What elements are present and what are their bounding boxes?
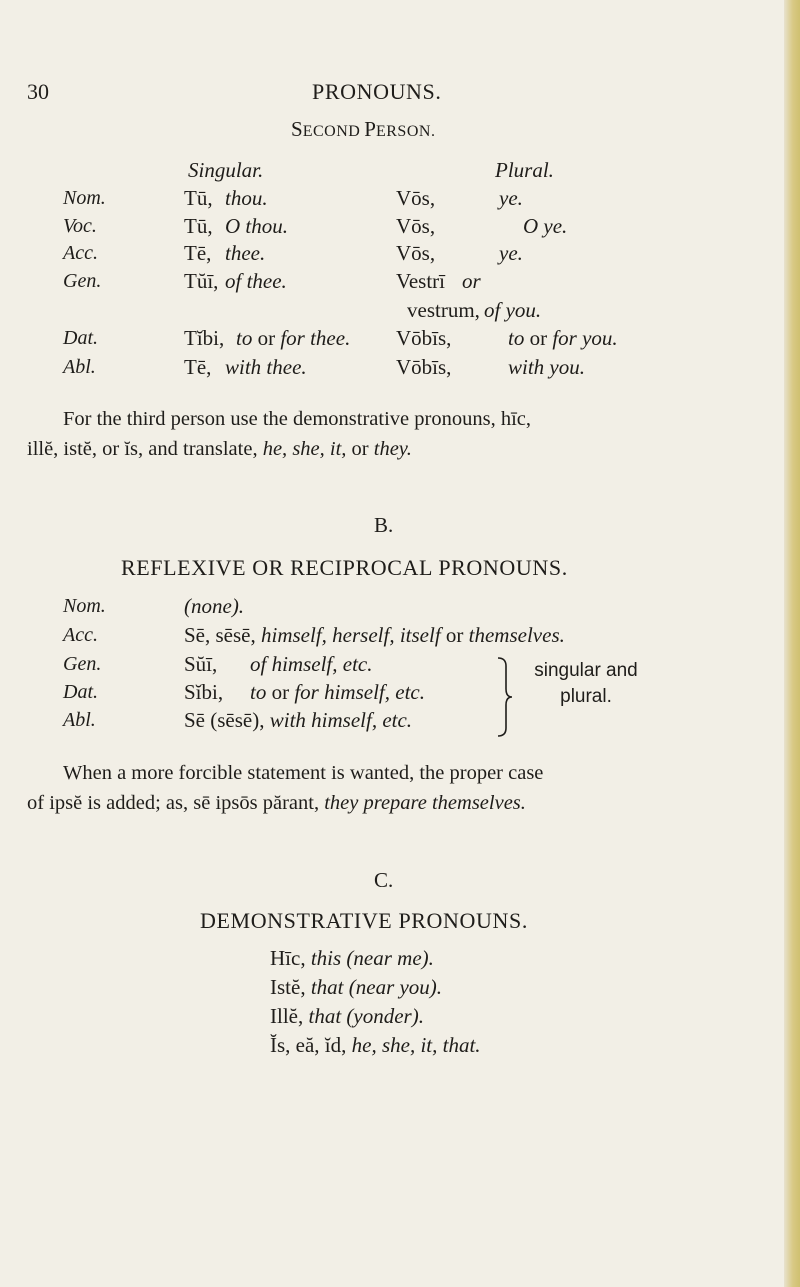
list-item: Hīc, this (near me). bbox=[270, 946, 434, 970]
list-item: Istĕ, that (near you). bbox=[270, 975, 443, 999]
column-header-singular: Singular. bbox=[188, 158, 264, 182]
plural-form: Vōbīs, bbox=[396, 326, 452, 350]
singular-form: Tŭī, bbox=[184, 269, 219, 293]
singular-translation: thee. bbox=[225, 241, 266, 265]
case-label: Acc. bbox=[63, 624, 98, 646]
reflexive-nom-value: (none). bbox=[184, 594, 245, 618]
plural-translation: ye. bbox=[499, 186, 523, 210]
list-item: Ĭs, eă, ĭd, he, she, it, that. bbox=[270, 1033, 481, 1057]
section-letter-b: B. bbox=[374, 513, 394, 537]
page-edge-shading bbox=[784, 0, 800, 1287]
plural-form: vestrum, bbox=[407, 298, 480, 322]
plural-form: Vōs, bbox=[396, 186, 436, 210]
reflexive-translation: to or for himself, etc. bbox=[250, 680, 425, 704]
second-person-title: SECOND PERSON. bbox=[291, 117, 436, 141]
singular-translation: to or for thee. bbox=[236, 326, 351, 350]
case-label: Voc. bbox=[63, 215, 97, 237]
plural-translation: ye. bbox=[499, 241, 523, 265]
plural-translation: with you. bbox=[508, 355, 585, 379]
singular-form: Tĭbi, bbox=[184, 326, 225, 350]
right-brace-icon bbox=[496, 656, 514, 738]
singular-translation: with thee. bbox=[225, 355, 307, 379]
case-label: Gen. bbox=[63, 270, 102, 292]
plural-form: Vōbīs, bbox=[396, 355, 452, 379]
singular-translation: of thee. bbox=[225, 269, 287, 293]
case-label: Nom. bbox=[63, 595, 106, 617]
plural-form: Vōs, bbox=[396, 241, 436, 265]
singular-form: Tē, bbox=[184, 241, 212, 265]
third-person-note-line-1: For the third person use the demonstrative pronouns, hīc, bbox=[63, 408, 531, 430]
reflexive-form: Sĭbi, bbox=[184, 680, 224, 704]
singular-form: Tē, bbox=[184, 355, 212, 379]
case-label: Dat. bbox=[63, 327, 98, 349]
running-title: PRONOUNS. bbox=[312, 79, 442, 104]
reflexive-form: Sŭī, bbox=[184, 652, 218, 676]
plural-translation: to or for you. bbox=[508, 326, 618, 350]
section-letter-c: C. bbox=[374, 868, 394, 892]
singular-translation: thou. bbox=[225, 186, 268, 210]
column-header-plural: Plural. bbox=[495, 158, 554, 182]
singular-translation: O thou. bbox=[225, 214, 288, 238]
list-item: Illĕ, that (yonder). bbox=[270, 1004, 424, 1028]
section-b-title: REFLEXIVE OR RECIPROCAL PRONOUNS. bbox=[121, 555, 568, 580]
case-label: Nom. bbox=[63, 187, 106, 209]
case-label: Gen. bbox=[63, 653, 102, 675]
plural-translation: or bbox=[462, 269, 481, 293]
case-label: Acc. bbox=[63, 242, 98, 264]
plural-translation: of you. bbox=[484, 298, 542, 322]
case-label: Abl. bbox=[63, 356, 96, 378]
singular-form: Tū, bbox=[184, 186, 213, 210]
brace-note: singular and plural. bbox=[534, 660, 638, 707]
page-number: 30 bbox=[27, 79, 49, 104]
reflexive-abl-line: Sē (sēsē), with himself, etc. bbox=[184, 708, 413, 732]
case-label: Dat. bbox=[63, 681, 98, 703]
section-c-title: DEMONSTRATIVE PRONOUNS. bbox=[200, 908, 528, 933]
reflexive-acc-line: Sē, sēsē, himself, herself, itself or themselves. bbox=[184, 623, 565, 647]
singular-form: Tū, bbox=[184, 214, 213, 238]
plural-form: Vōs, bbox=[396, 214, 436, 238]
plural-form: Vestrī bbox=[396, 269, 445, 293]
ipse-note-line-1: When a more forcible statement is wanted, the proper case bbox=[63, 762, 544, 784]
plural-translation: O ye. bbox=[523, 214, 568, 238]
ipse-note-line-2: of ipsĕ is added; as, sē ipsōs părant, they prepare themselves. bbox=[27, 792, 526, 814]
case-label: Abl. bbox=[63, 709, 96, 731]
reflexive-translation: of himself, etc. bbox=[250, 652, 373, 676]
third-person-note-line-2: illĕ, istĕ, or ĭs, and translate, he, she, it, or they. bbox=[27, 438, 412, 460]
